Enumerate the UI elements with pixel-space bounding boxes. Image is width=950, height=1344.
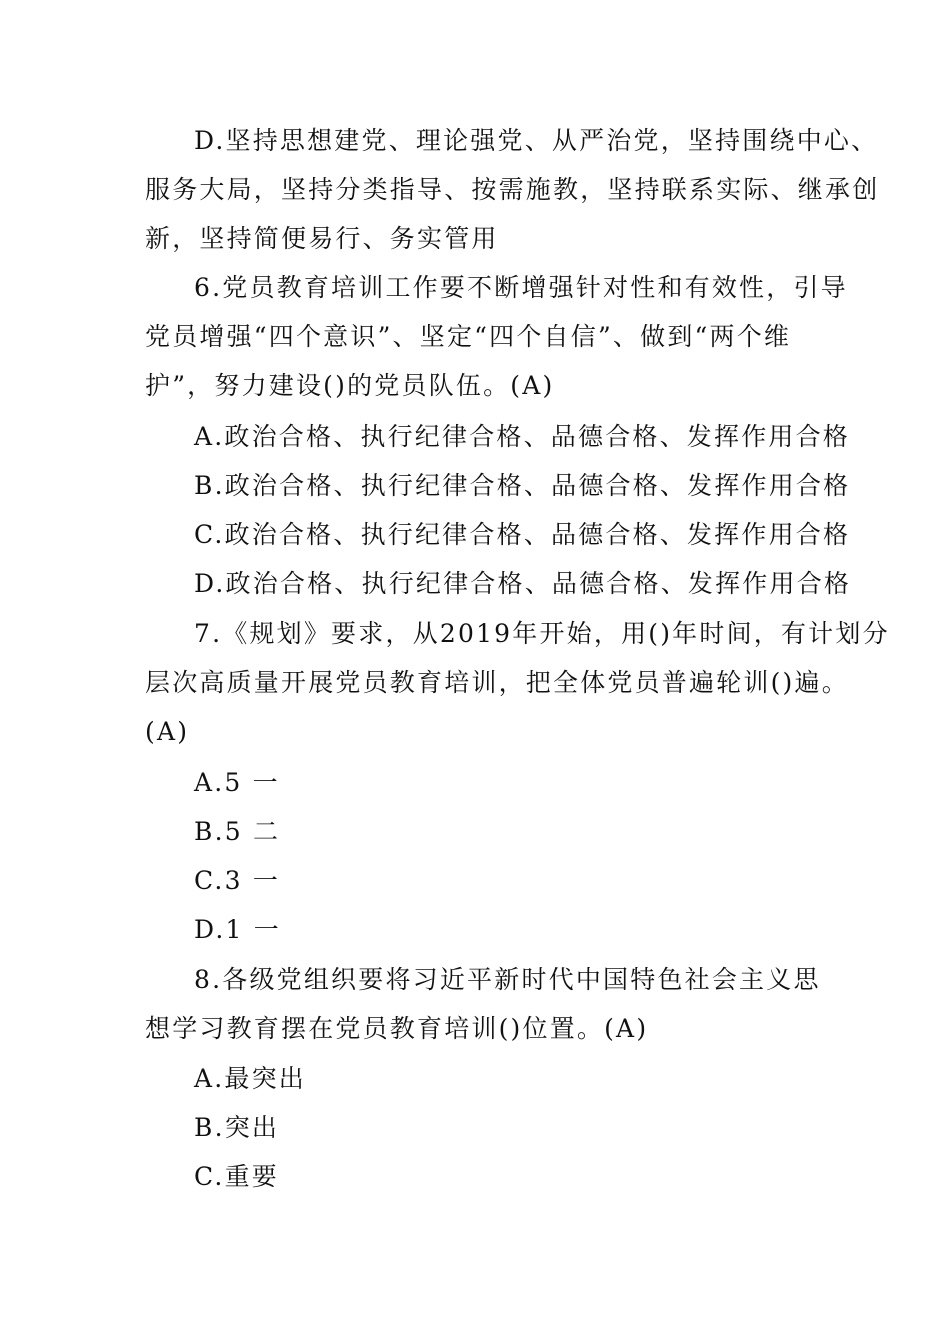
option-d-line-1: D.坚持思想建党、理论强党、从严治党，坚持围绕中心、 (194, 126, 879, 155)
question-7-answer: (A) (145, 717, 190, 746)
question-7-line-1: 7.《规划》要求，从2019年开始，用()年时间，有计划分 (194, 619, 890, 648)
question-7-line-2: 层次高质量开展党员教育培训，把全体党员普遍轮训()遍。 (145, 668, 849, 697)
question-6-option-d: D.政治合格、执行纪律合格、品德合格、发挥作用合格 (194, 569, 852, 598)
question-6-option-a: A.政治合格、执行纪律合格、品德合格、发挥作用合格 (194, 422, 851, 451)
question-7-option-d: D.1 一 (194, 915, 281, 944)
question-8-option-a: A.最突出 (194, 1064, 307, 1093)
question-7-option-c: C.3 一 (194, 866, 281, 895)
question-8-option-b: B.突出 (194, 1113, 280, 1142)
question-6-option-b: B.政治合格、执行纪律合格、品德合格、发挥作用合格 (194, 471, 851, 500)
question-6-line-1: 6.党员教育培训工作要不断增强针对性和有效性，引导 (194, 273, 848, 302)
question-8-option-c: C.重要 (194, 1162, 279, 1191)
question-6-line-3: 护”，努力建设()的党员队伍。(A) (145, 371, 555, 400)
question-8-line-2: 想学习教育摆在党员教育培训()位置。(A) (145, 1014, 649, 1043)
question-6-option-c: C.政治合格、执行纪律合格、品德合格、发挥作用合格 (194, 520, 851, 549)
question-7-option-a: A.5 一 (194, 768, 280, 797)
option-d-line-3: 新，坚持简便易行、务实管用 (145, 224, 499, 253)
question-6-line-2: 党员增强“四个意识”、坚定“四个自信”、做到“两个维 (145, 322, 792, 351)
option-d-line-2: 服务大局，坚持分类指导、按需施教，坚持联系实际、继承创 (145, 175, 880, 204)
question-8-line-1: 8.各级党组织要将习近平新时代中国特色社会主义思 (194, 965, 821, 994)
question-7-option-b: B.5 二 (194, 817, 281, 846)
